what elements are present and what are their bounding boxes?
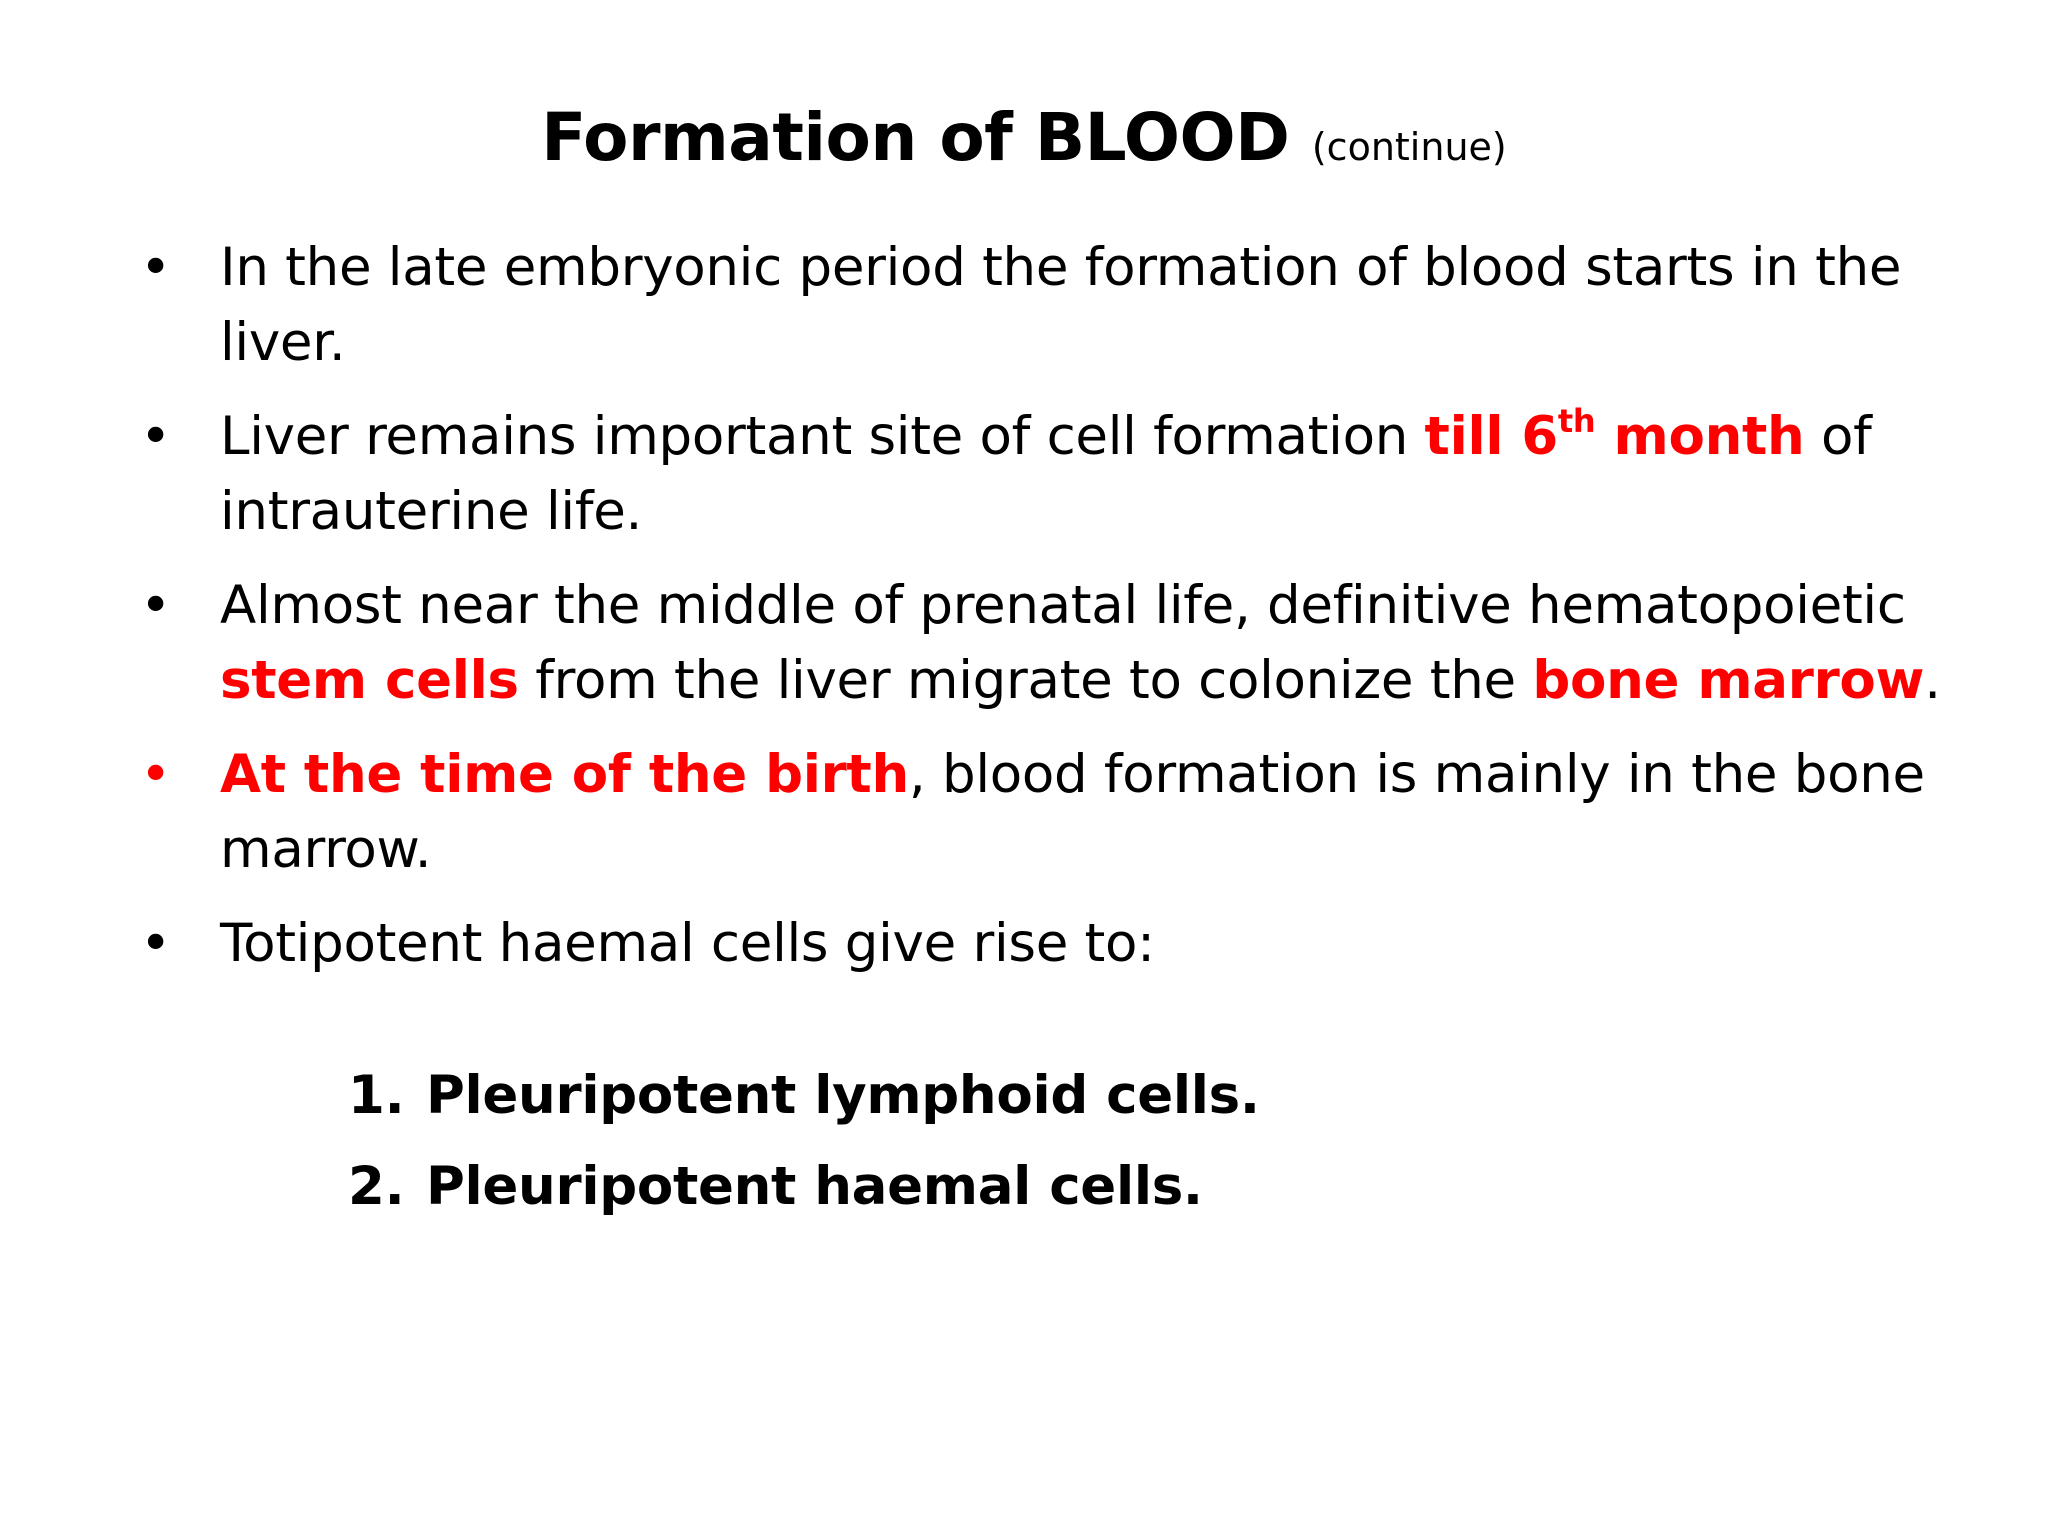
bullet-text: Liver remains important site of cell formation bbox=[220, 406, 1425, 467]
numbered-item-1 bbox=[348, 1058, 1260, 1133]
title-subtitle: (continue) bbox=[1311, 125, 1507, 169]
highlight-text: At the time of the birth bbox=[220, 744, 909, 805]
highlight-text: bone marrow bbox=[1532, 650, 1925, 711]
bullet-text: , blood formation is mainly in the bone marrow. bbox=[220, 744, 1925, 880]
bullet-text: Almost near the middle of prenatal life, definitive hematopoietic bbox=[220, 575, 1906, 636]
bullet-icon: • bbox=[140, 237, 171, 298]
item-text: Pleuripotent haemal cells. bbox=[426, 1156, 1203, 1217]
slide-title bbox=[0, 96, 2048, 189]
bullet-text: In the late embryonic period the formation of blood starts in the liver. bbox=[220, 237, 1902, 373]
bullet-item-3 bbox=[140, 568, 1980, 718]
item-number: 1. bbox=[348, 1065, 405, 1126]
bullet-text: from the liver migrate to colonize the bbox=[518, 650, 1533, 711]
bullet-item-1 bbox=[140, 230, 1980, 380]
title-main: Formation of BLOOD bbox=[541, 99, 1290, 176]
bullet-item-5 bbox=[140, 906, 1980, 981]
bullet-icon: • bbox=[140, 913, 171, 974]
numbered-sublist bbox=[348, 1058, 1260, 1240]
item-number: 2. bbox=[348, 1156, 405, 1217]
numbered-item-2 bbox=[348, 1149, 1260, 1224]
bullet-icon: • bbox=[140, 744, 171, 805]
item-text: Pleuripotent lymphoid cells. bbox=[426, 1065, 1260, 1126]
highlight-text: stem cells bbox=[220, 650, 519, 711]
highlight-text: till 6 bbox=[1424, 406, 1558, 467]
highlight-text: month bbox=[1595, 406, 1805, 467]
bullet-text: of intrauterine life. bbox=[220, 406, 1872, 542]
highlight-superscript: th bbox=[1557, 402, 1596, 440]
bullet-icon: • bbox=[140, 406, 171, 467]
bullet-item-2 bbox=[140, 399, 1980, 549]
bullet-list bbox=[140, 230, 1980, 1000]
bullet-item-4 bbox=[140, 737, 1980, 887]
bullet-icon: • bbox=[140, 575, 171, 636]
bullet-text: . bbox=[1924, 650, 1941, 711]
bullet-text: Totipotent haemal cells give rise to: bbox=[220, 913, 1155, 974]
